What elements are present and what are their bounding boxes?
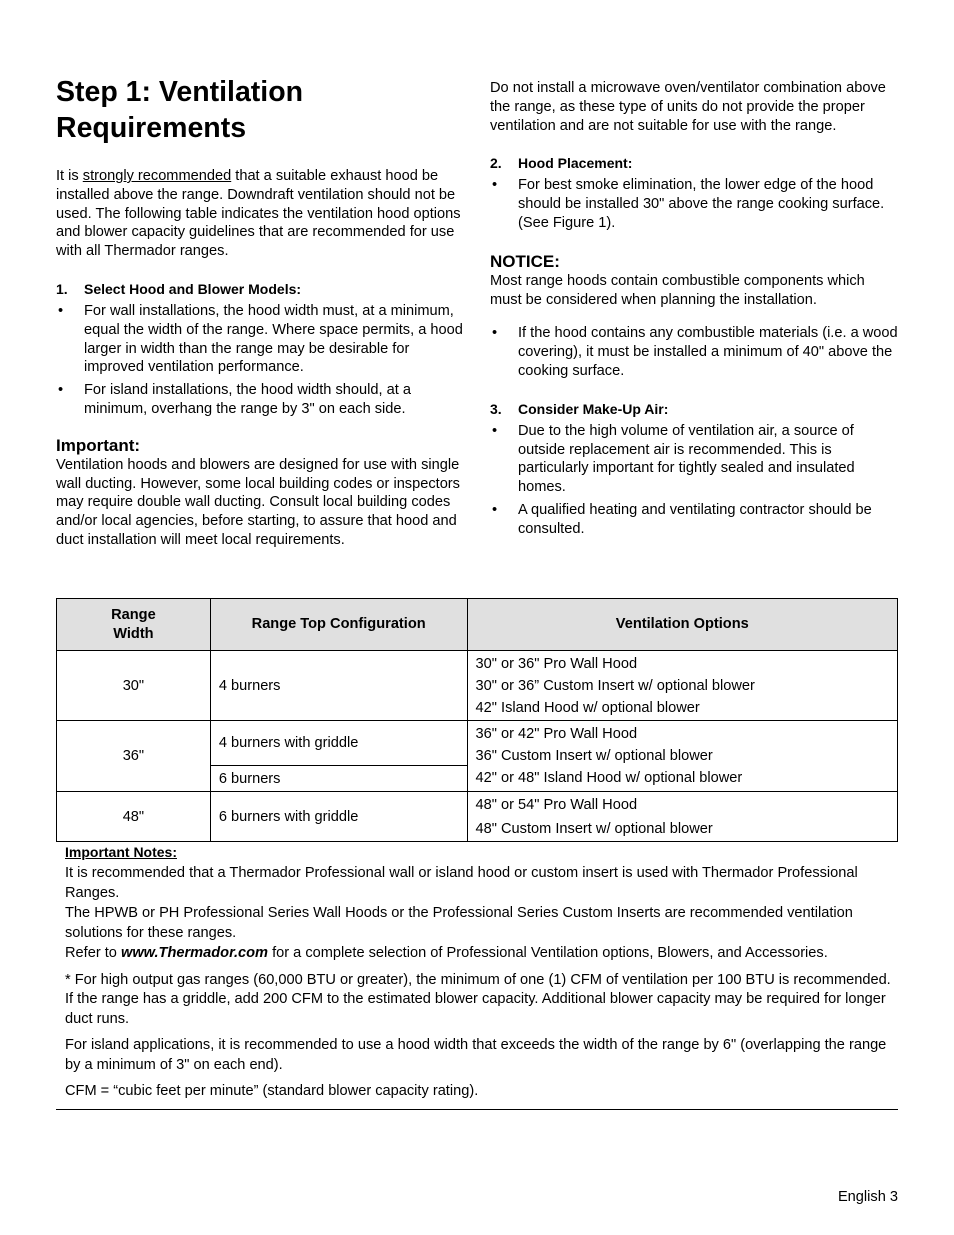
list-item: • Due to the high volume of ventilation air, a source of outside replacement air is recommended. This is particularly important for tightly sealed and insulated homes.	[490, 422, 900, 497]
header-range-top-configuration: Range Top Configuration	[210, 599, 467, 651]
note-paragraph: * For high output gas ranges (60,000 BTU or greater), the minimum of one (1) CFM of ventilation per 100 BTU is recommended. If the range has a griddle, add 200 CFM to the estimated blower capacity. Additional blower capacity may be required for longer duct runs.	[65, 971, 891, 1027]
option-line: 48" Custom Insert w/ optional blower	[475, 820, 713, 837]
notice-bullets	[490, 324, 900, 380]
option-line: 36" or 42" Pro Wall Hood	[475, 726, 638, 742]
microwave-warning-paragraph: Do not install a microwave oven/ventilator combination above the range, as these type of units do not provide the proper ventilation and are not suitable for use with the range.	[490, 80, 886, 134]
section-1-number: 1.	[56, 280, 68, 297]
title-line-2: Requirements	[56, 112, 247, 144]
option-line: 36" Custom Insert w/ optional blower	[475, 748, 713, 764]
header-ventilation-options: Ventilation Options	[467, 599, 897, 651]
table-row	[57, 651, 898, 721]
note-paragraph	[65, 944, 894, 964]
list-item: • For island installations, the hood width should, at a minimum, overhang the range by 3" on each side.	[56, 381, 464, 419]
note-paragraph: It is recommended that a Thermador Professional wall or island hood or custom insert is used with Thermador Professional Ranges.	[65, 865, 858, 901]
notice-paragraph: Most range hoods contain combustible components which must be considered when planning the installation.	[490, 272, 865, 308]
section-3-title: Consider Make-Up Air:	[518, 400, 669, 417]
option-line: 42" Island Hood w/ optional blower	[475, 699, 700, 716]
section-2-title: Hood Placement:	[518, 155, 633, 172]
intro-paragraph	[56, 167, 464, 261]
configuration-cell: 4 burners with griddle	[210, 721, 467, 766]
option-line: 30" or 36" Pro Wall Hood	[475, 655, 638, 672]
table-header-row	[57, 599, 898, 651]
option-line: 42" or 48" Island Hood w/ optional blower	[475, 770, 743, 786]
section-1-heading	[56, 280, 464, 298]
table-row	[57, 792, 898, 842]
table-row	[57, 721, 898, 766]
section-2-number: 2.	[490, 155, 502, 172]
header-range-width-line1: Range	[111, 607, 156, 623]
section-2-bullets	[490, 176, 900, 232]
ventilation-table	[56, 598, 898, 842]
section-1-title: Select Hood and Blower Models:	[84, 280, 302, 297]
list-item: • If the hood contains any combustible materials (i.e. a wood covering), it must be installed a minimum of 40" above the cooking surface.	[490, 324, 900, 380]
range-width-cell: 30"	[57, 651, 211, 721]
list-item: • A qualified heating and ventilating contractor should be consulted.	[490, 501, 900, 539]
intro-emphasis: strongly recommended	[82, 168, 232, 184]
list-item: • For best smoke elimination, the lower edge of the hood should be installed 30" above the range cooking surface. (See Figure 1).	[490, 176, 900, 232]
list-item: • For wall installations, the hood width must, at a minimum, equal the width of the range. Where space permits, a hood larger in width than the range may be desirable for improved ventilation performance.	[56, 302, 464, 377]
note-text: for a complete selection of Professional Ventilation options, Blowers, and Accessories.	[268, 945, 828, 961]
section-2-heading	[490, 154, 900, 172]
notice-heading: NOTICE:	[490, 251, 560, 271]
important-heading: Important:	[56, 435, 141, 455]
page-footer: English 3	[837, 1189, 898, 1205]
range-width-cell: 36"	[57, 721, 211, 792]
title-line-1: Step 1: Ventilation	[56, 76, 304, 108]
range-width-cell: 48"	[57, 792, 211, 842]
page-title	[56, 74, 464, 146]
intro-text-end: that a suitable exhaust hood be installed above the range. Downdraft ventilation should not be used. The following table indicates the ventilation hood options and blower capacity guidelines that are recommended for use with all Thermador ranges.	[56, 168, 461, 260]
important-notes-heading: Important Notes:	[65, 844, 177, 860]
options-cell	[467, 721, 897, 792]
intro-text-start: It is	[56, 168, 83, 184]
note-paragraph: The HPWB or PH Professional Series Wall Hoods or the Professional Series Custom Inserts are recommended ventilation solutions for these ranges.	[65, 905, 853, 941]
note-text: Refer to	[65, 945, 121, 961]
important-notes-section	[56, 842, 898, 1110]
section-1-bullets	[56, 302, 464, 419]
note-paragraph: For island applications, it is recommended to use a hood width that exceeds the width of the range by 6" (overlapping the range by a minimum of 3" on each end).	[65, 1037, 887, 1073]
option-line: 48" or 54" Pro Wall Hood	[475, 796, 638, 813]
option-line: 30" or 36” Custom Insert w/ optional blower	[475, 677, 755, 694]
left-column	[56, 74, 464, 550]
right-column	[490, 79, 900, 539]
important-paragraph: Ventilation hoods and blowers are designed for use with single wall ducting. However, some local building codes or inspectors may require double wall ducting. Consult local building codes and/or local agencies, before starting, to assure that hood and duct installation will meet local requirements.	[56, 456, 460, 548]
configuration-cell: 4 burners	[210, 651, 467, 721]
section-3-heading	[490, 400, 900, 418]
options-cell	[467, 792, 897, 842]
thermador-website-text: www.Thermador.com	[120, 945, 269, 961]
header-range-width	[57, 599, 211, 651]
note-paragraph: CFM = “cubic feet per minute” (standard blower capacity rating).	[65, 1083, 479, 1099]
section-3-number: 3.	[490, 400, 502, 417]
configuration-cell: 6 burners	[210, 766, 467, 792]
section-3-bullets	[490, 422, 900, 539]
header-range-width-line2: Width	[113, 625, 154, 642]
configuration-cell: 6 burners with griddle	[210, 792, 467, 842]
options-cell	[467, 651, 897, 721]
